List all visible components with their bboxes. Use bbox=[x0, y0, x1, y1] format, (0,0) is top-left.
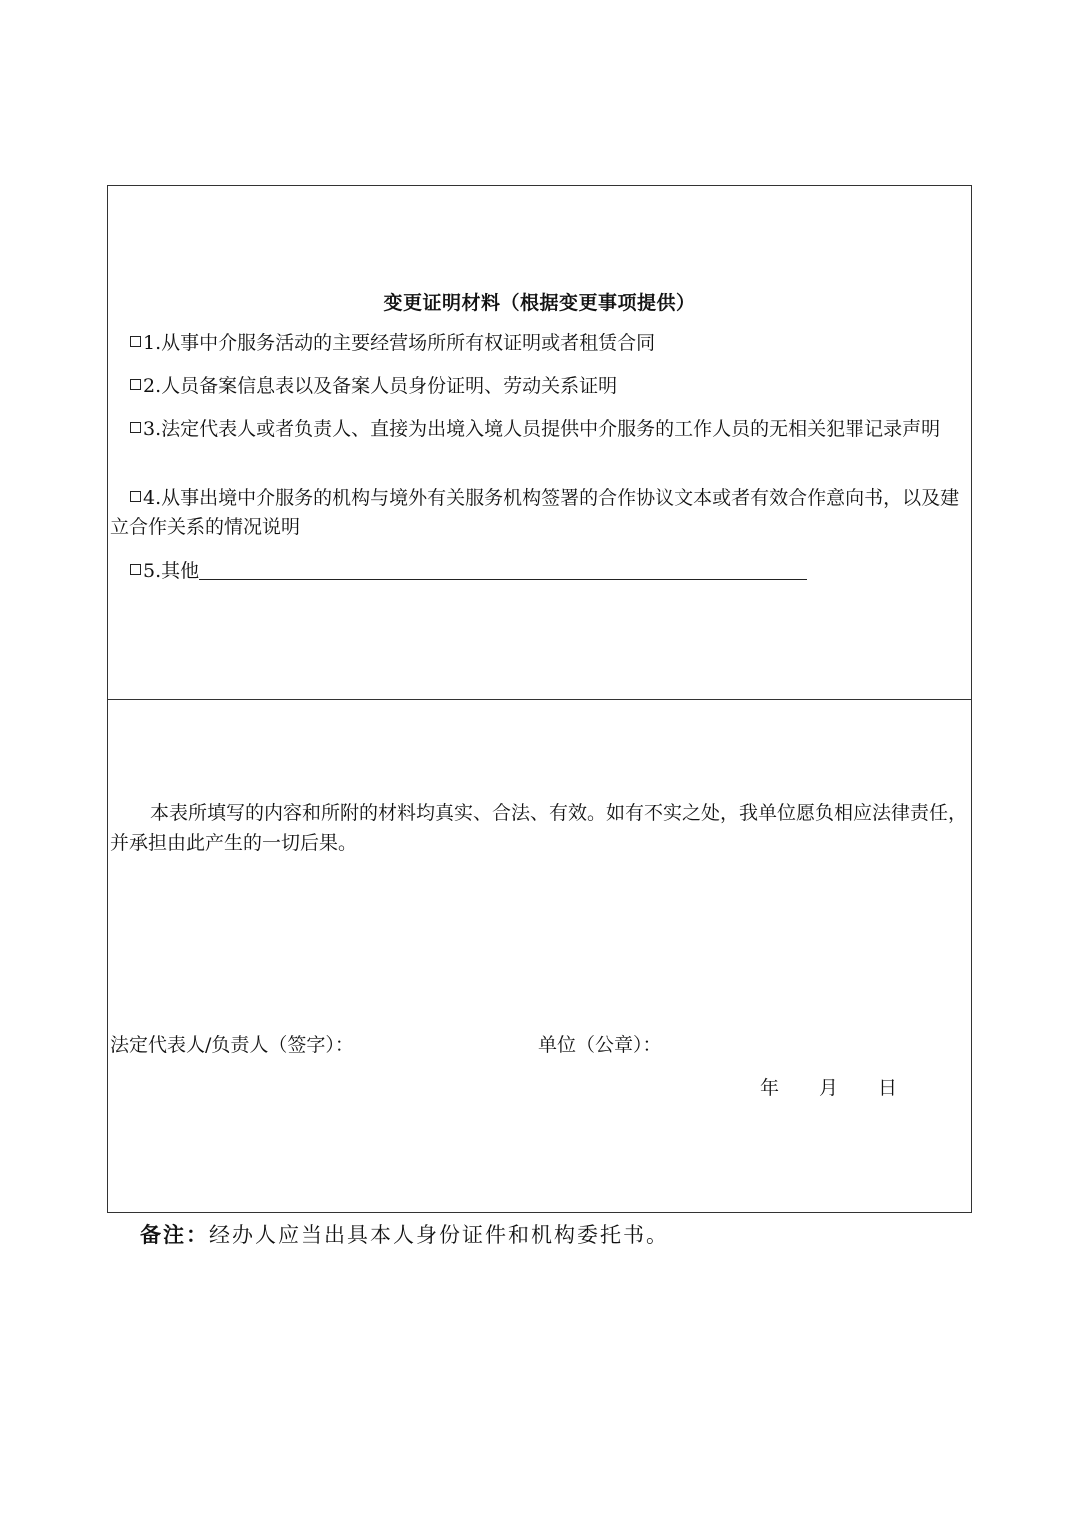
checkbox-icon[interactable] bbox=[130, 564, 141, 575]
material-item-3 bbox=[110, 415, 968, 444]
material-item-2 bbox=[110, 372, 968, 401]
material-item-text: 1.从事中介服务活动的主要经营场所所有权证明或者租赁合同 bbox=[143, 332, 656, 354]
materials-title: 变更证明材料（根据变更事项提供） bbox=[383, 292, 696, 314]
materials-section bbox=[108, 186, 971, 700]
remark-label: 备注： bbox=[140, 1223, 209, 1247]
material-item-1 bbox=[110, 329, 968, 358]
signature-label: 法定代表人/负责人（签字）： bbox=[110, 1034, 354, 1056]
material-item-text: 3.法定代表人或者负责人、直接为出境入境人员提供中介服务的工作人员的无相关犯罪记录声明 bbox=[143, 418, 941, 440]
remark-text: 经办人应当出具本人身份证件和机构委托书。 bbox=[209, 1223, 669, 1247]
date-row bbox=[760, 1073, 897, 1100]
checkbox-icon[interactable] bbox=[130, 491, 141, 502]
form-table bbox=[107, 185, 972, 1213]
checkbox-icon[interactable] bbox=[130, 336, 141, 347]
material-item-5 bbox=[110, 557, 968, 586]
seal-label: 单位（公章）： bbox=[538, 1034, 662, 1056]
other-input-line[interactable] bbox=[199, 557, 807, 580]
declaration-statement: 本表所填写的内容和所附的材料均真实、合法、有效。如有不实之处，我单位愿负相应法律责任，并承担由此产生的一切后果。 bbox=[110, 802, 968, 854]
date-month-label: 月 bbox=[819, 1077, 839, 1099]
material-item-text: 4.从事出境中介服务的机构与境外有关服务机构签署的合作协议文本或者有效合作意向书，以及建立合作关系的情况说明 bbox=[110, 487, 960, 538]
declaration-section bbox=[108, 700, 971, 1212]
remark-note bbox=[140, 1219, 669, 1249]
date-year-label: 年 bbox=[760, 1077, 780, 1099]
checkbox-icon[interactable] bbox=[130, 422, 141, 433]
date-day-label: 日 bbox=[878, 1077, 898, 1099]
material-item-text: 2.人员备案信息表以及备案人员身份证明、劳动关系证明 bbox=[143, 375, 618, 397]
material-item-4 bbox=[110, 484, 968, 542]
material-item-text: 5.其他 bbox=[143, 560, 200, 582]
checkbox-icon[interactable] bbox=[130, 379, 141, 390]
